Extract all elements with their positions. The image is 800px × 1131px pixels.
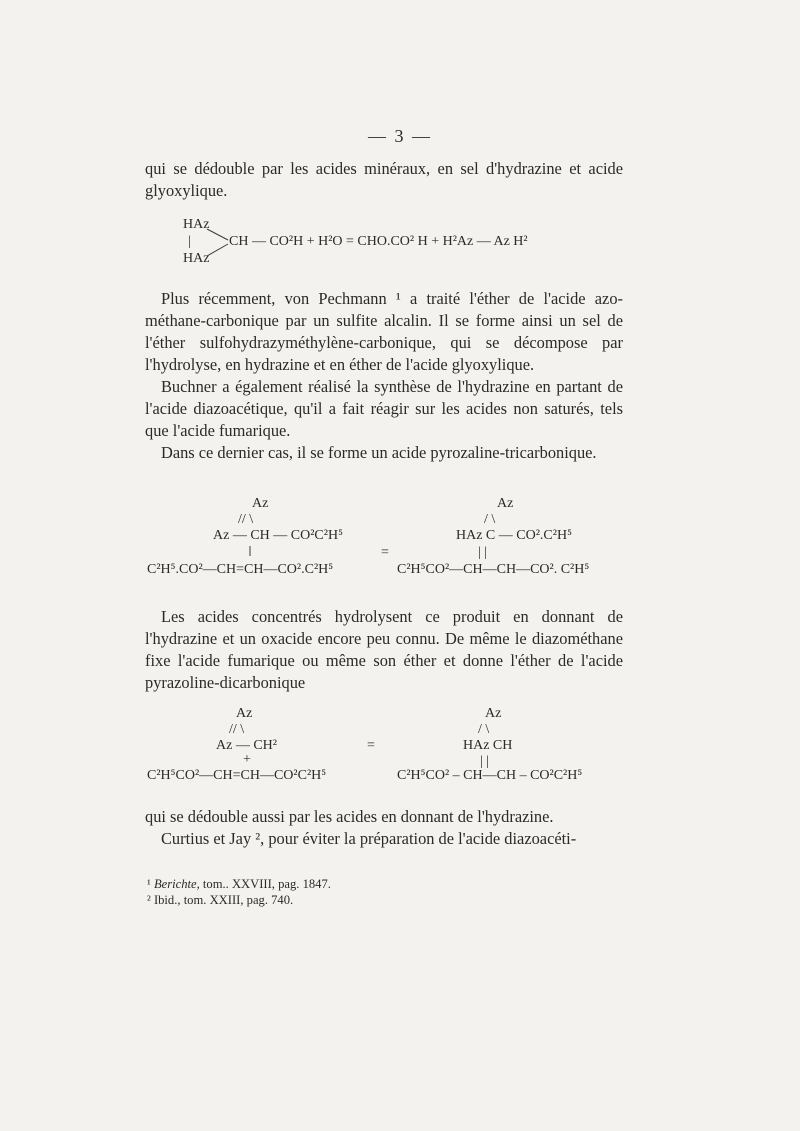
formula-2-left-az: Az [252, 496, 269, 511]
footnote-1-source: Berichte, [153, 877, 200, 891]
paragraph-1: qui se dédouble par les acides minéraux, en sel d'hydrazine et acide glyoxylique. [145, 159, 623, 200]
bond-1-bottom [207, 244, 228, 256]
paragraph-6: qui se dédouble aussi par les acides en donnant de l'hydrazine. [145, 807, 554, 826]
formula-1-haz-top: HAz [183, 217, 210, 232]
formula-3-left-ring: Az — CH² [216, 738, 277, 753]
formula-3-left-chain: C²H⁵CO²—CH=CH—CO²C²H⁵ [147, 768, 327, 783]
formula-2-right-bars: | | [478, 545, 488, 560]
formula-2-left-ring: Az — CH — CO²C²H⁵ [213, 528, 343, 543]
formula-2-right-az: Az [497, 496, 514, 511]
formula-2-right-chain: C²H⁵CO²—CH—CH—CO². C²H⁵ [397, 562, 590, 577]
formula-3-equals: = [367, 738, 375, 753]
footnote-1 [147, 876, 331, 892]
formula-2-equals: = [381, 545, 389, 560]
paragraph-4: Dans ce dernier cas, il se forme un acide pyrozaline-tricarbonique. [161, 443, 597, 462]
formula-1-equation: CH — CO²H + H²O = CHO.CO² H + H²Az — Az H² [229, 234, 528, 249]
formula-3-right-bonds: / \ [478, 722, 490, 737]
formula-1-bar: | [188, 234, 191, 249]
formula-3-right-chain: C²H⁵CO² – CH—CH – CO²C²H⁵ [397, 768, 583, 783]
formula-1-haz-bottom: HAz [183, 251, 210, 266]
footnote-2 [147, 892, 293, 908]
formula-2-right-bonds: / \ [484, 512, 496, 527]
formula-3-right-bars: | | [480, 754, 490, 769]
footnote-2-ref: tom. XXIII, pag. 740. [183, 893, 294, 907]
footnote-2-source: Ibid., [153, 893, 181, 907]
formula-2-right-ring: HAz C — CO².C²H⁵ [456, 528, 572, 543]
paragraph-7: Curtius et Jay ², pour éviter la préparation de l'acide diazoacéti- [161, 829, 577, 848]
paragraph-3: Buchner a également réalisé la synthèse de l'hydrazine en partant de l'acide diazoacétique, qu'il a fait réagir sur les acides non saturés, tels que l'acide fumarique. [145, 377, 623, 440]
formula-3-right-ring: HAz CH [463, 738, 513, 753]
formula-2-left-chain: C²H⁵.CO²—CH=CH—CO².C²H⁵ [147, 562, 334, 577]
page-number: — 3 — [368, 126, 432, 146]
formula-3-right-az: Az [485, 706, 502, 721]
formula-3-left-bonds: // \ [229, 722, 245, 737]
footnote-1-mark: ¹ [147, 877, 151, 891]
formula-3-left-az: Az [236, 706, 253, 721]
paragraph-2: Plus récemment, von Pechmann ¹ a traité l'éther de l'acide azo-méthane-carbonique par un sulfite alcalin. Il se forme ainsi un sel de l'éther sulfohydrazyméthylène-carbonique, qui se décompose par l'hydrolyse, en hydrazine et en éther de l'acide glyoxylique. [145, 289, 623, 374]
footnote-2-mark: ² [147, 893, 151, 907]
formula-2-left-bonds: // \ [238, 512, 254, 527]
footnote-1-ref: tom.. XXVIII, pag. 1847. [202, 877, 331, 891]
formula-3-plus: + [243, 752, 251, 767]
bond-1-top [207, 229, 228, 240]
paragraph-5: Les acides concentrés hydrolysent ce produit en donnant de l'hydrazine et un oxacide encore peu connu. De même le diazométhane fixe l'acide fumarique ou même son éther et donne l'éther de l'acide pyrazoline-dicarbonique [145, 607, 623, 692]
